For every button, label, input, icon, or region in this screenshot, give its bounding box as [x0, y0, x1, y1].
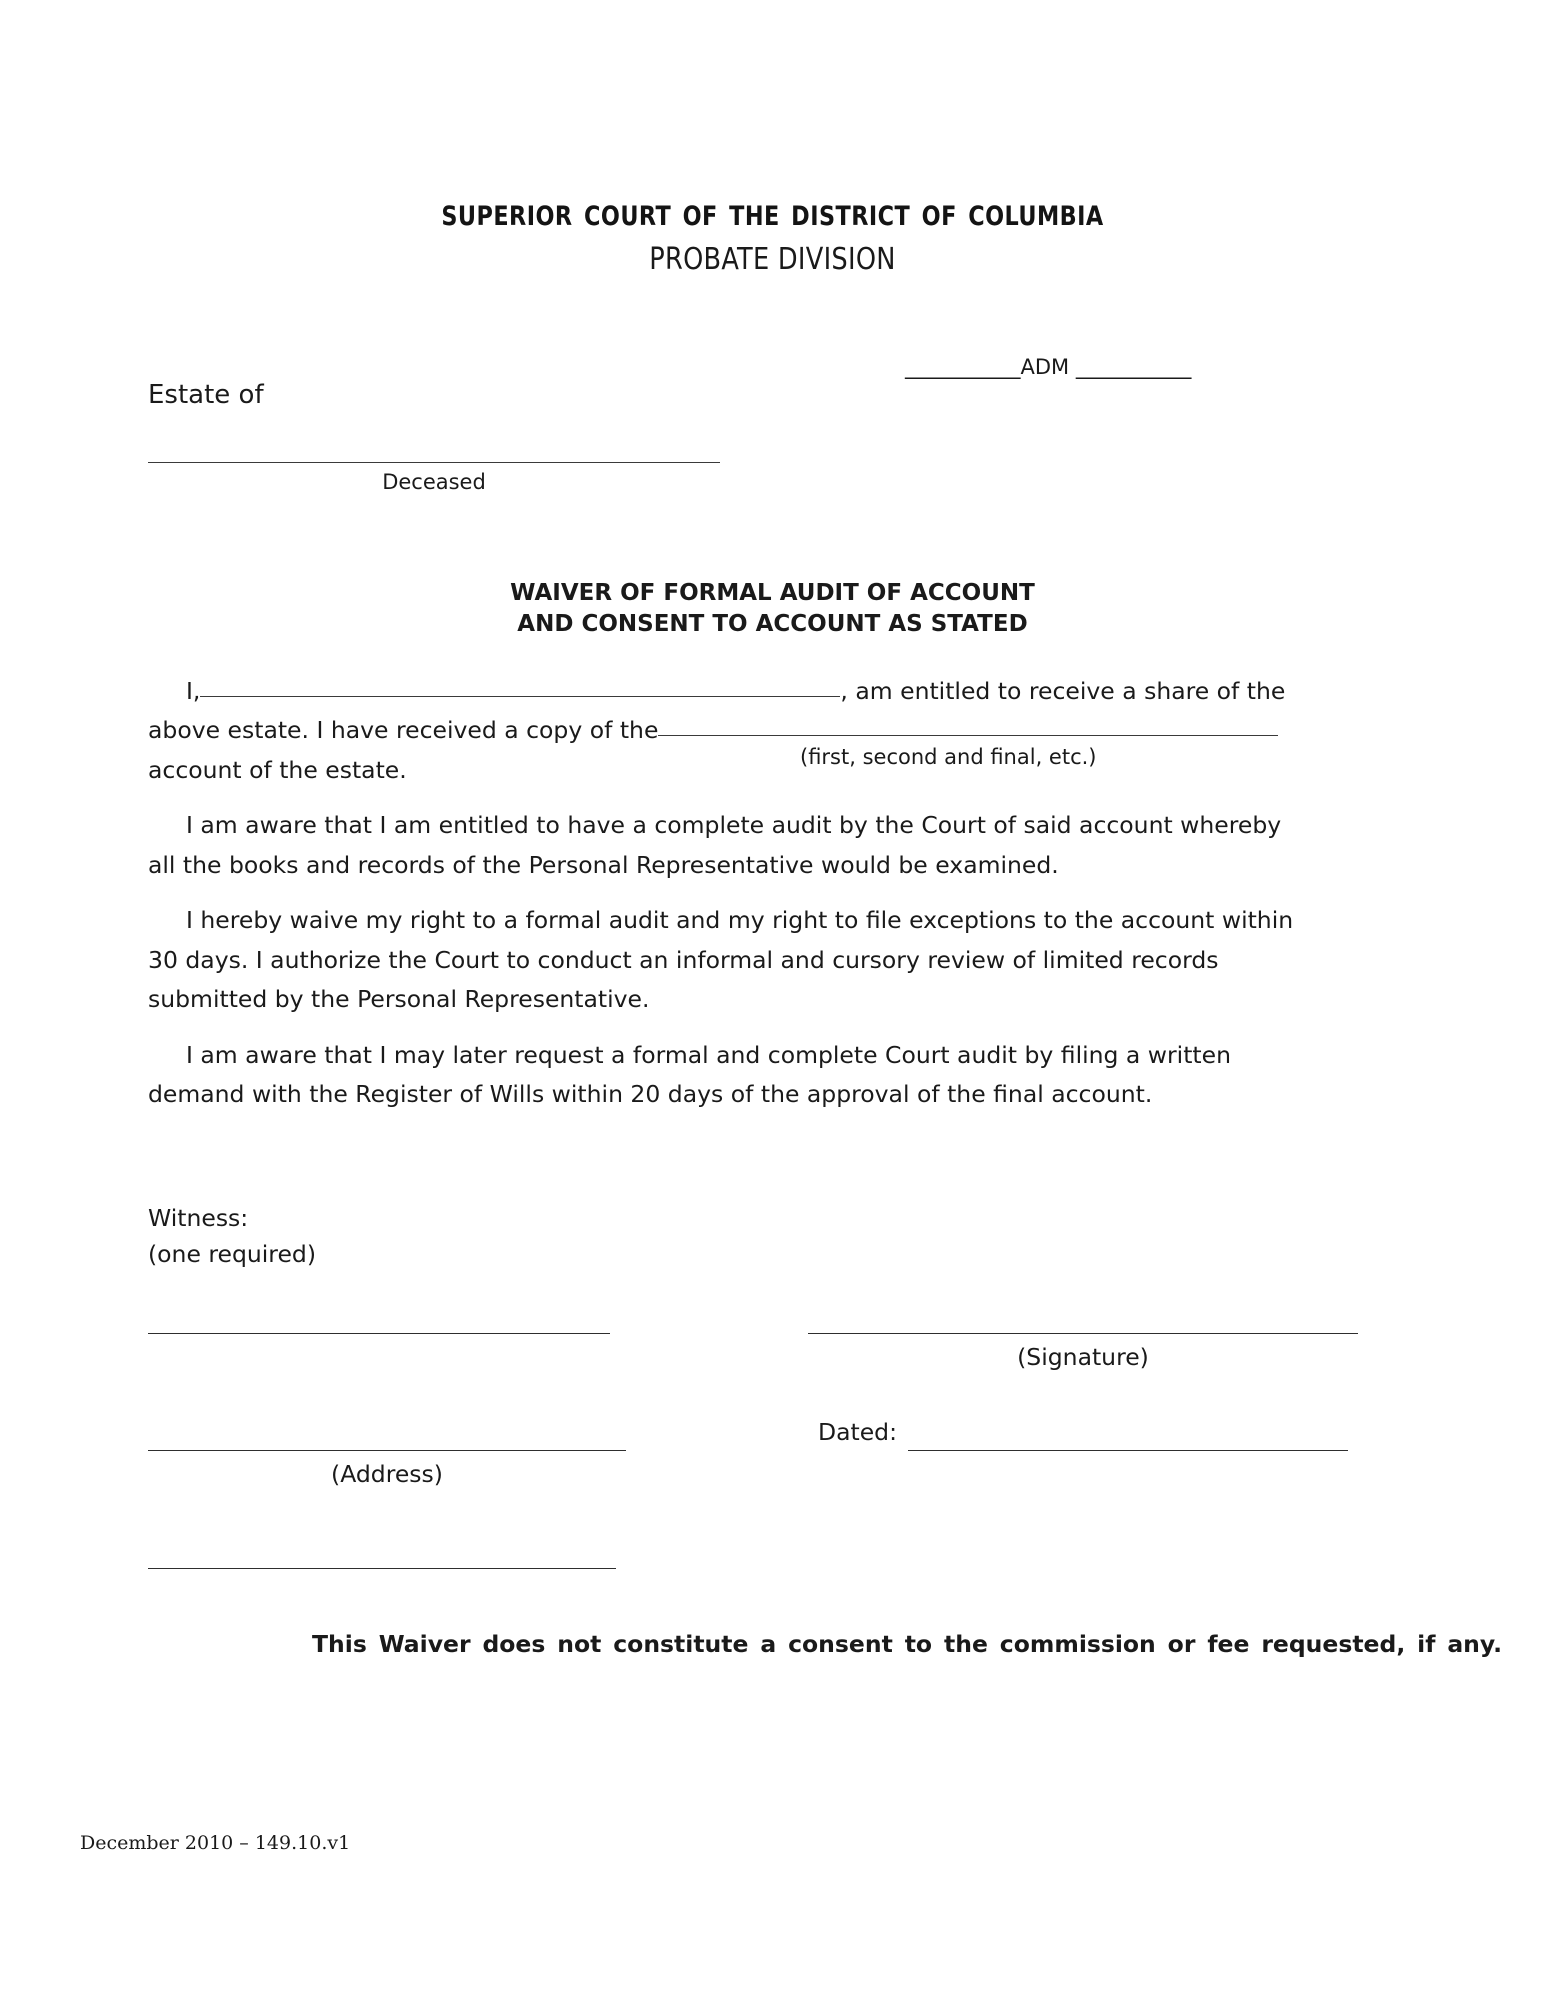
- document-title-line-2: AND CONSENT TO ACCOUNT AS STATED: [517, 610, 1028, 637]
- deceased-label: Deceased: [382, 470, 486, 494]
- document-title: [0, 578, 1545, 639]
- paragraph-1-suffix: account of the estate.: [148, 755, 407, 784]
- case-number-field[interactable]: ___________ADM ___________: [905, 355, 1192, 379]
- court-division-subtitle: PROBATE DIVISION: [649, 241, 896, 277]
- dated-label: Dated:: [818, 1418, 898, 1446]
- witness-signature-line[interactable]: [148, 1333, 610, 1334]
- date-line[interactable]: [908, 1450, 1348, 1451]
- signature-caption: (Signature): [1017, 1343, 1149, 1371]
- estate-of-label: Estate of: [148, 380, 264, 410]
- paragraph-waiver: I hereby waive my right to a formal audit and my right to file exceptions to the account within 30 days. I authorize the Court to conduct an informal and cursory review of limited records submitted by the Personal Representative.: [148, 906, 1294, 1014]
- paragraph-1-middle: , am entitled to receive a share of the above estate. I have received a copy of the: [148, 677, 1286, 745]
- paragraph-entitlement: [148, 672, 1298, 790]
- witness-label: Witness:: [148, 1204, 249, 1232]
- heir-name-blank[interactable]: [200, 696, 840, 697]
- court-title: superior court of the district of columbia: [441, 190, 1104, 234]
- account-type-hint: (first, second and final, etc.): [800, 745, 1097, 769]
- court-header: [0, 192, 1545, 277]
- witness-requirement-note: (one required): [148, 1240, 316, 1269]
- form-revision-footer: December 2010 – 149.10.v1: [80, 1832, 351, 1854]
- witness-address-line-1[interactable]: [148, 1450, 626, 1451]
- commission-notice: This Waiver does not constitute a consent to the commission or fee requested, if any.: [312, 1630, 1502, 1658]
- signer-signature-line[interactable]: [808, 1333, 1358, 1334]
- witness-address-line-2[interactable]: [148, 1568, 616, 1569]
- witness-block-label: [148, 1200, 316, 1273]
- account-type-blank[interactable]: [658, 735, 1278, 736]
- address-caption: (Address): [331, 1460, 443, 1488]
- paragraph-1-prefix: I,: [186, 677, 201, 705]
- document-body: [148, 672, 1298, 1115]
- decedent-name-line[interactable]: [148, 462, 720, 463]
- paragraph-audit-entitlement: I am aware that I am entitled to have a complete audit by the Court of said account whereby all the books and records of the Personal Representative would be examined.: [148, 811, 1282, 879]
- paragraph-later-request: I am aware that I may later request a formal and complete Court audit by filing a written demand with the Register of Wills within 20 days of the approval of the final account.: [148, 1040, 1231, 1109]
- document-title-line-1: WAIVER OF FORMAL AUDIT OF ACCOUNT: [510, 580, 1035, 606]
